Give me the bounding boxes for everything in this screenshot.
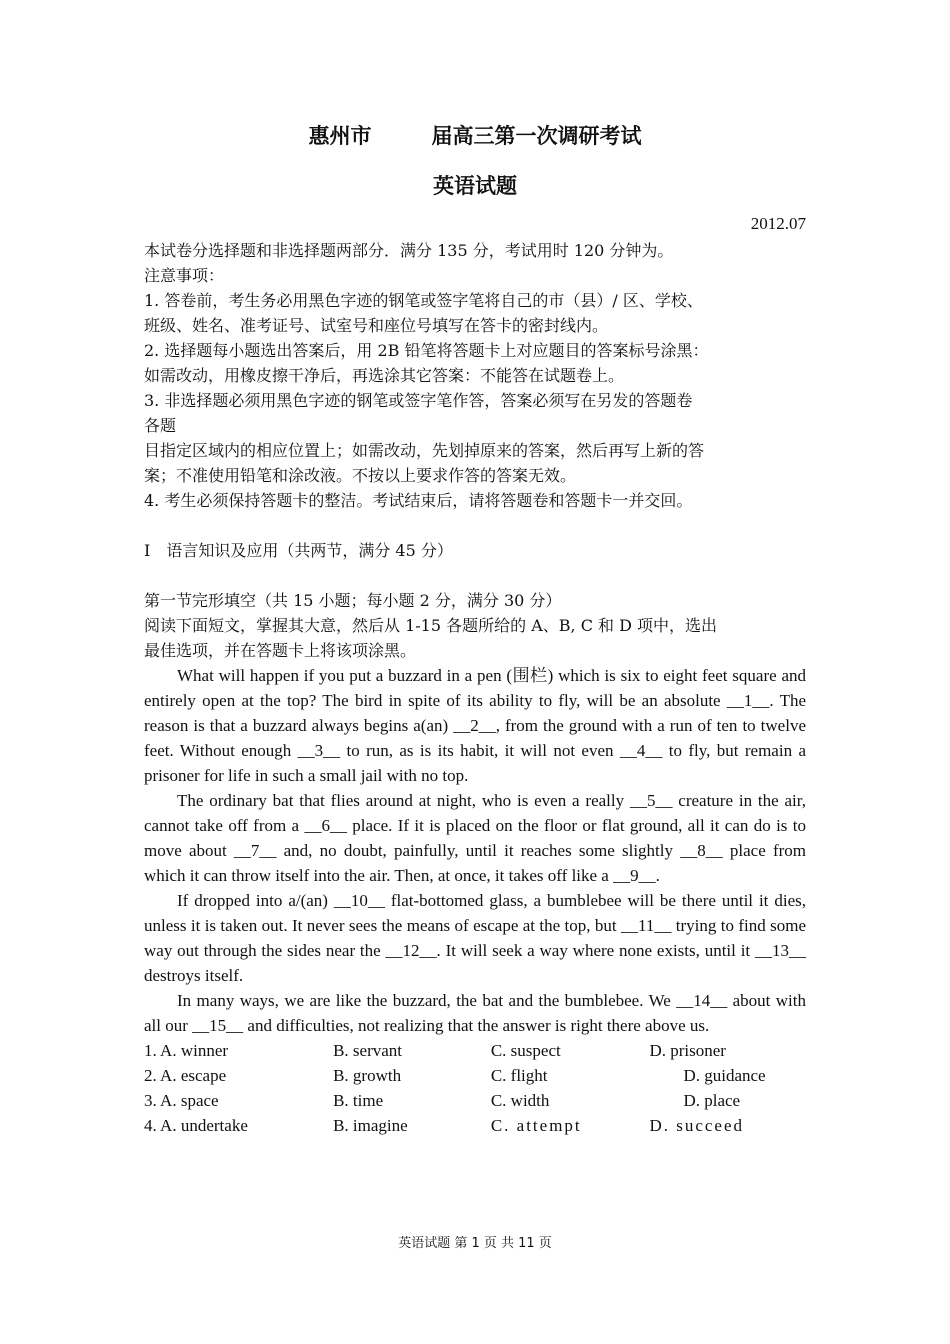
page-title	[0, 120, 950, 150]
option-row	[144, 1088, 806, 1113]
intro-line: 班级、姓名、准考证号、试室号和座位号填写在答卡的密封线内。	[144, 316, 609, 335]
option-c: C. suspect	[490, 1041, 561, 1060]
option-b: B. growth	[333, 1066, 402, 1085]
option-c: C. width	[490, 1091, 550, 1110]
option-c: C. attempt	[490, 1116, 582, 1135]
option-c: C. flight	[490, 1066, 548, 1085]
intro-line: 4. 考生必须保持答题卡的整洁。考试结束后，请将答题卷和答题卡一并交回。	[144, 491, 693, 510]
title-city: 惠州市	[308, 124, 372, 148]
option-b: B. servant	[333, 1041, 402, 1060]
exam-body	[144, 238, 806, 1138]
exam-date: 2012.07	[750, 214, 806, 233]
intro-line: 注意事项：	[144, 266, 225, 285]
title-exam: 届高三第一次调研考试	[431, 124, 642, 148]
intro-line: 2. 选择题每小题选出答案后，用 2B 铅笔将答题卡上对应题目的答案标号涂黑：	[144, 341, 709, 360]
intro-line: 目指定区域内的相应位置上；如需改动，先划掉原来的答案，然后再写上新的答	[144, 441, 705, 460]
part-instruction: 阅读下面短文，掌握其大意，然后从 1-15 各题所给的 A、B, C 和 D 项中，选出	[144, 616, 718, 635]
part-heading: 第一节完形填空（共 15 小题；每小题 2 分，满分 30 分）	[144, 591, 562, 610]
option-a: 4. A. undertake	[144, 1116, 248, 1135]
option-a: 3. A. space	[144, 1091, 219, 1110]
spacer	[144, 513, 806, 538]
option-row	[144, 1063, 806, 1088]
option-a: 2. A. escape	[144, 1066, 227, 1085]
option-d: D. prisoner	[649, 1041, 726, 1060]
intro-line: 各题	[144, 416, 177, 435]
intro-line: 本试卷分选择题和非选择题两部分．满分 135 分，考试用时 120 分钟为。	[144, 241, 674, 260]
option-d: D. guidance	[683, 1066, 766, 1085]
option-a: 1. A. winner	[144, 1041, 229, 1060]
passage-paragraph: If dropped into a/(an) __10__ flat-bottomed glass, a bumblebee will be there until it dies, unless it is taken out. It never sees the means of escape at the top, but __11__ trying to find some way out through the sides near the __12__. It will seek a way where none exists, until it __13__ destroys itself.	[144, 891, 806, 985]
passage-paragraph: What will happen if you put a buzzard in a pen (围栏) which is six to eight feet square and entirely open at the top? The bird in spite of its ability to fly, will be an absolute __1__. The reason is that a buzzard always begins a(an) __2__, from the ground with a run of ten to twelve feet. Without enough __3__ to run, as is its habit, it will not even __4__ to fly, but remain a prisoner for life in such a small jail with no top.	[144, 666, 806, 785]
option-b: B. imagine	[333, 1116, 408, 1135]
intro-line: 1. 答卷前，考生务必用黑色字迹的钢笔或签字笔将自己的市（县）/ 区、学校、	[144, 291, 703, 310]
intro-line: 如需改动，用橡皮擦干净后，再选涂其它答案：不能答在试题卷上。	[144, 366, 625, 385]
option-row	[144, 1038, 806, 1063]
section-heading: I 语言知识及应用（共两节，满分 45 分）	[144, 541, 453, 560]
option-d: D. place	[683, 1091, 741, 1110]
option-d: D. succeed	[649, 1116, 745, 1135]
page-subtitle: 英语试题	[433, 174, 517, 198]
passage-paragraph: In many ways, we are like the buzzard, the bat and the bumblebee. We __14__ about with all our __15__ and difficulties, not realizing that the answer is right there above us.	[144, 991, 806, 1035]
passage-paragraph: The ordinary bat that flies around at night, who is even a really __5__ creature in the air, cannot take off from a __6__ place. If it is placed on the floor or flat ground, all it can do is to move about __7__ and, no doubt, painfully, until it reaches some slightly __8__ place from which it can throw itself into the air. Then, at once, it takes off like a __9__.	[144, 791, 806, 885]
spacer	[144, 563, 806, 588]
page-footer: 英语试题 第 1 页 共 11 页	[398, 1236, 552, 1251]
intro-line: 3. 非选择题必须用黑色字迹的钢笔或签字笔作答，答案必须写在另发的答题卷	[144, 391, 693, 410]
intro-line: 案；不准使用铅笔和涂改液。不按以上要求作答的答案无效。	[144, 466, 577, 485]
option-b: B. time	[333, 1091, 384, 1110]
part-instruction: 最佳选项，并在答题卡上将该项涂黑。	[144, 641, 417, 660]
option-row	[144, 1113, 806, 1138]
options-table	[144, 1038, 806, 1138]
